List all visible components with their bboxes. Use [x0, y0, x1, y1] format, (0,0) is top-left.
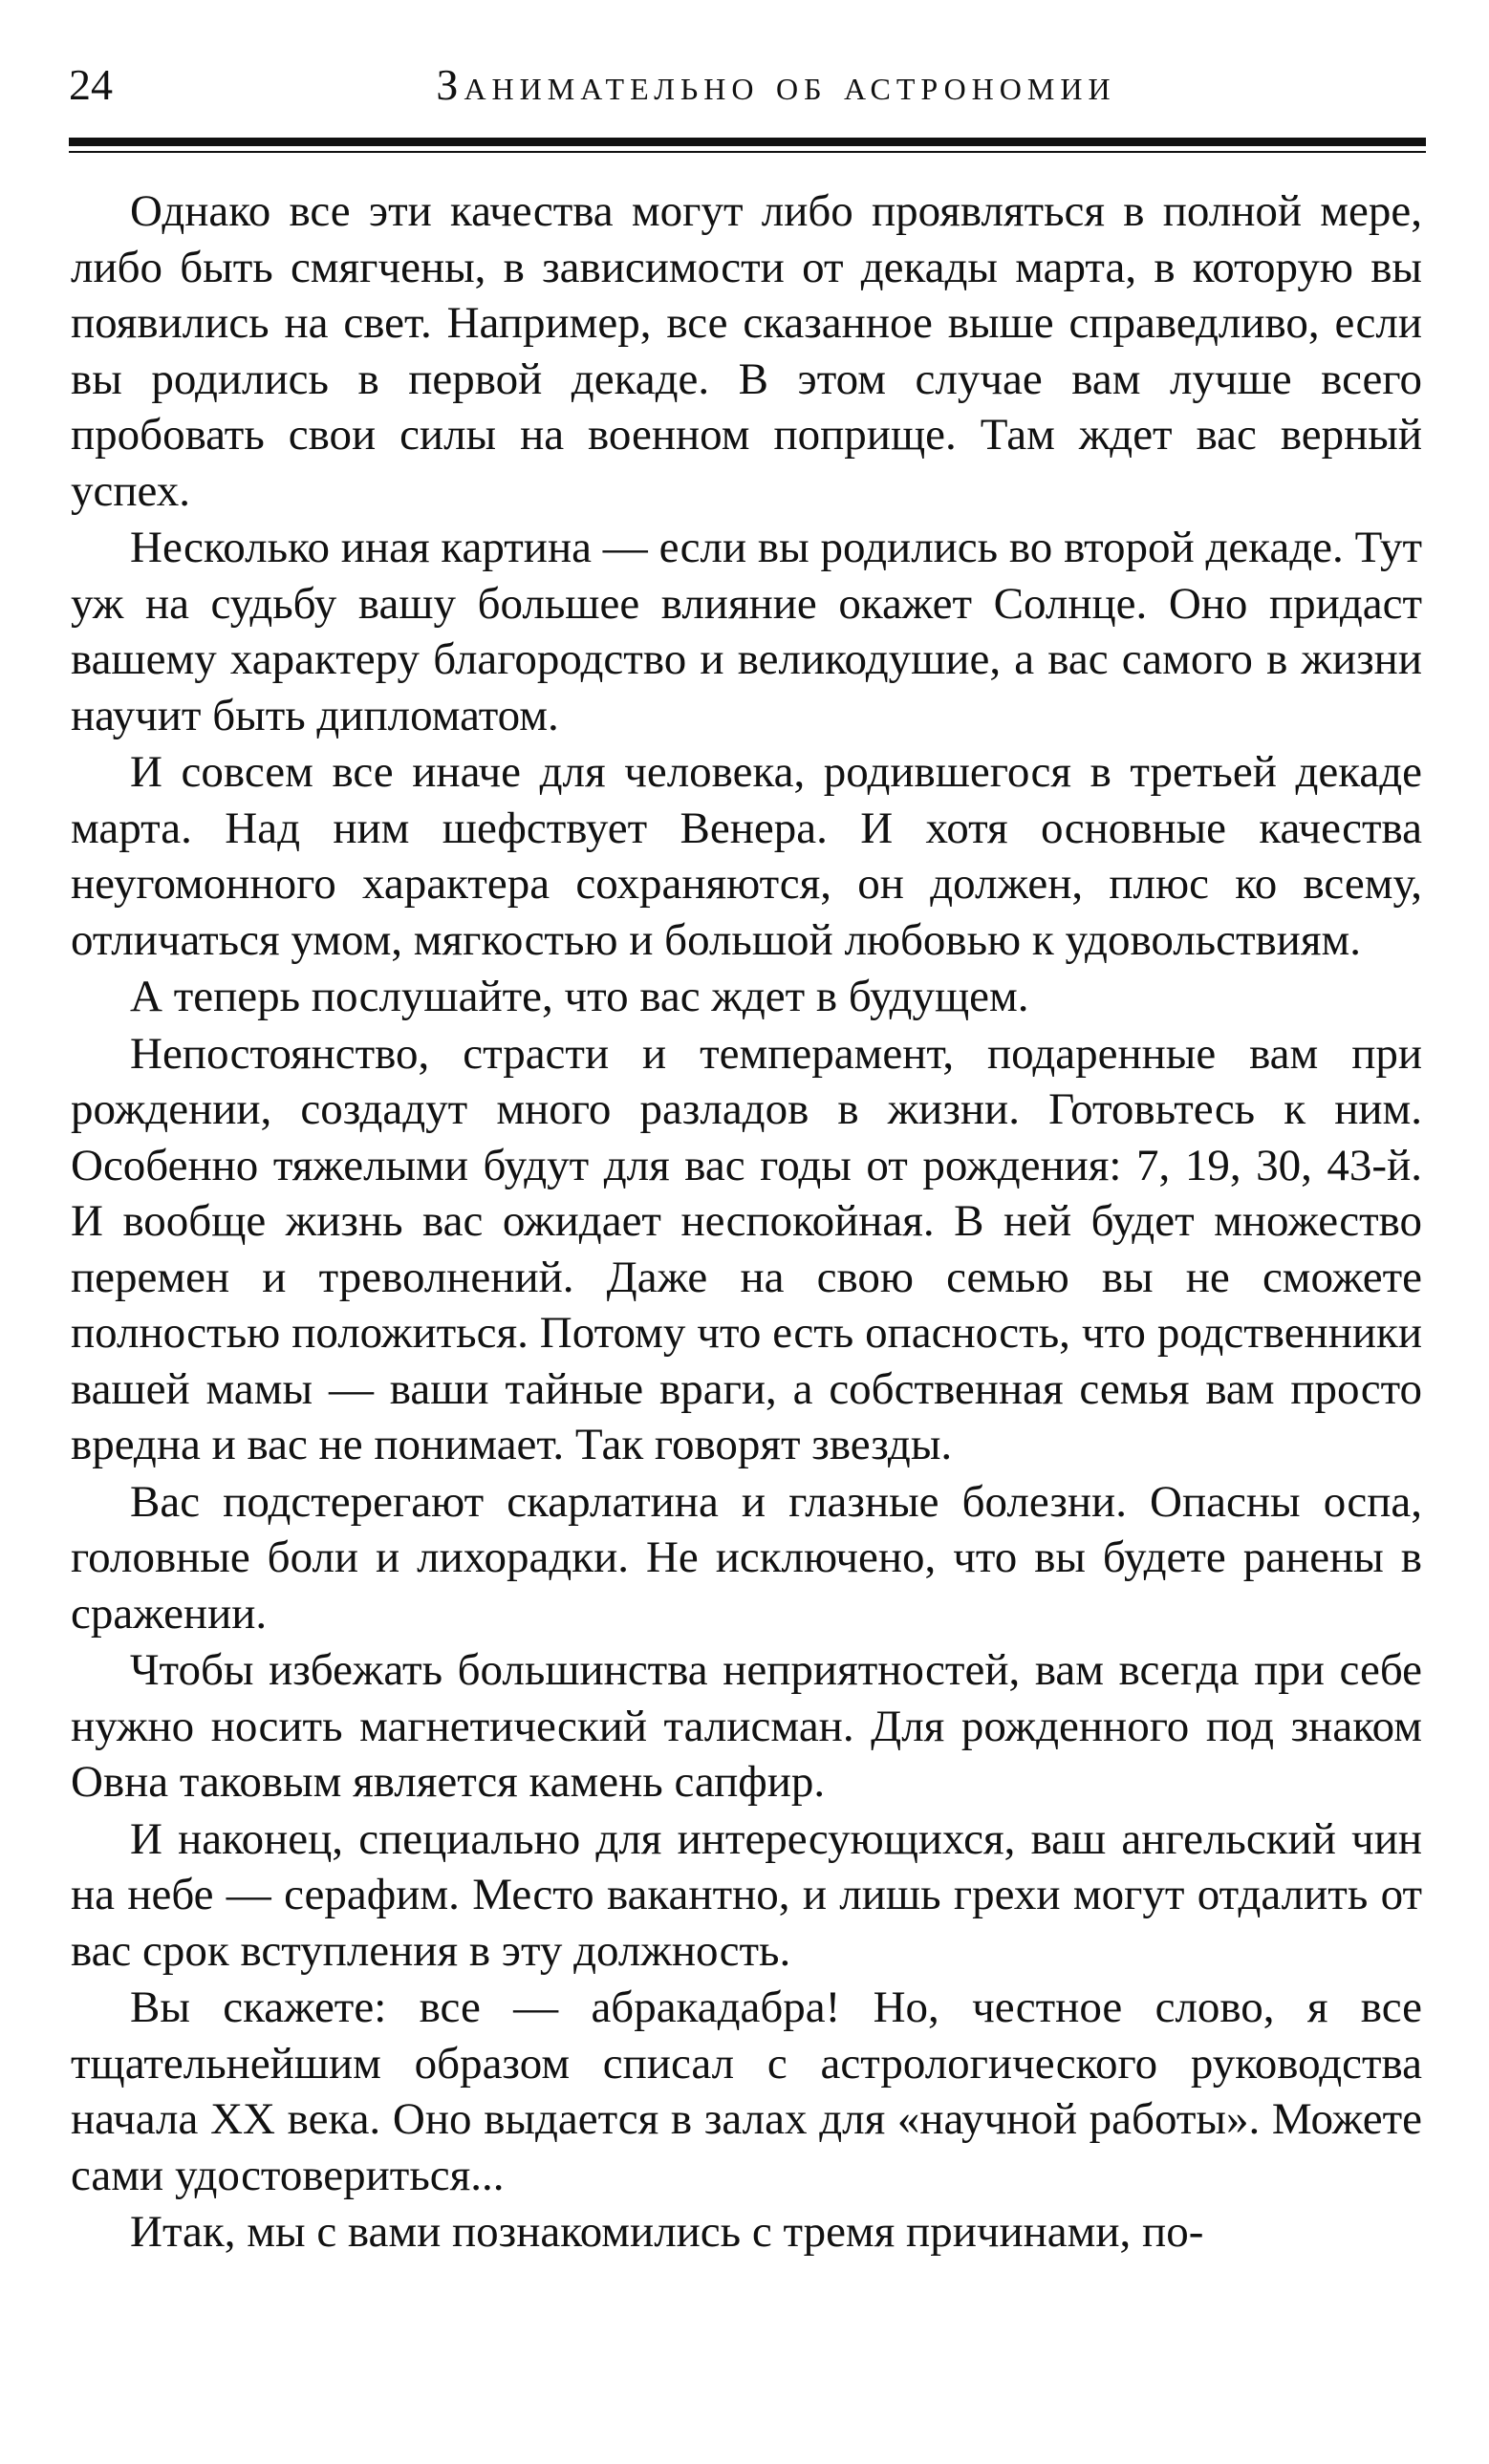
running-title: Занимательно об астрономии: [436, 60, 1116, 109]
paragraph: Итак, мы с вами познакомились с тремя причинами, по-: [130, 2207, 1204, 2257]
header-rule-thick: [69, 138, 1426, 146]
body-text: [71, 183, 1422, 2260]
page-number: 24: [69, 60, 113, 109]
paragraph: Вас подстерегают скарлатина и глазные болезни. Опасны оспа, головные боли и лихорадки. Не исключено, что вы будете ранены в сражении.: [71, 1476, 1422, 1639]
header-rule-thin: [69, 151, 1426, 153]
paragraph: Непостоянство, страсти и темперамент, подаренные вам при рождении, создадут много разладов в жизни. Готовьтесь к ним. Особенно тяжелыми будут для вас годы от рождения: 7, 19, 30, 43-й. И вообще жизнь вас ожидает неспокойная. В ней будет множество перемен и треволнений. Даже на свою семью вы не сможете полностью положиться. Потому что есть опасность, что родственники вашей мамы — ваши тайные враги, а собственная семья вам просто вредна и вас не понимает. Так говорят звезды.: [71, 1028, 1422, 1469]
paragraph: Несколько иная картина — если вы родились во второй декаде. Тут уж на судьбу вашу большее влияние окажет Солнце. Оно придаст вашему характеру благородство и великодушие, а вас самого в жизни научит быть дипломатом.: [71, 523, 1422, 740]
paragraph: И наконец, специально для интересующихся, ваш ангельский чин на небе — серафим. Место вакантно, и лишь грехи могут отдалить от вас срок вступления в эту должность.: [71, 1813, 1422, 1976]
page-header: [69, 54, 1426, 122]
paragraph: Чтобы избежать большинства неприятностей, вам всегда при себе нужно носить магнетический талисман. Для рожденного под знаком Овна таковым является камень сапфир.: [71, 1645, 1422, 1807]
paragraph: И совсем все иначе для человека, родившегося в третьей декаде марта. Над ним шефствует Венера. И хотя основные качества неугомонного характера сохраняются, он должен, плюс ко всему, отличаться умом, мягкостью и большой любовью к удовольствиям.: [71, 747, 1422, 965]
paragraph: А теперь послушайте, что вас ждет в будущем.: [130, 972, 1029, 1021]
paragraph: Вы скажете: все — абракадабра! Но, честное слово, я все тщательнейшим образом списал с астрологического руководства начала XX века. Оно выдается в залах для «научной работы». Можете сами удостовериться...: [71, 1982, 1422, 2200]
paragraph: Однако все эти качества могут либо проявляться в полной мере, либо быть смягчены, в зависимости от декады марта, в которую вы появились на свет. Например, все сказанное выше справедливо, если вы родились в первой декаде. В этом случае вам лучше всего пробовать свои силы на военном поприще. Там ждет вас верный успех.: [71, 186, 1422, 516]
